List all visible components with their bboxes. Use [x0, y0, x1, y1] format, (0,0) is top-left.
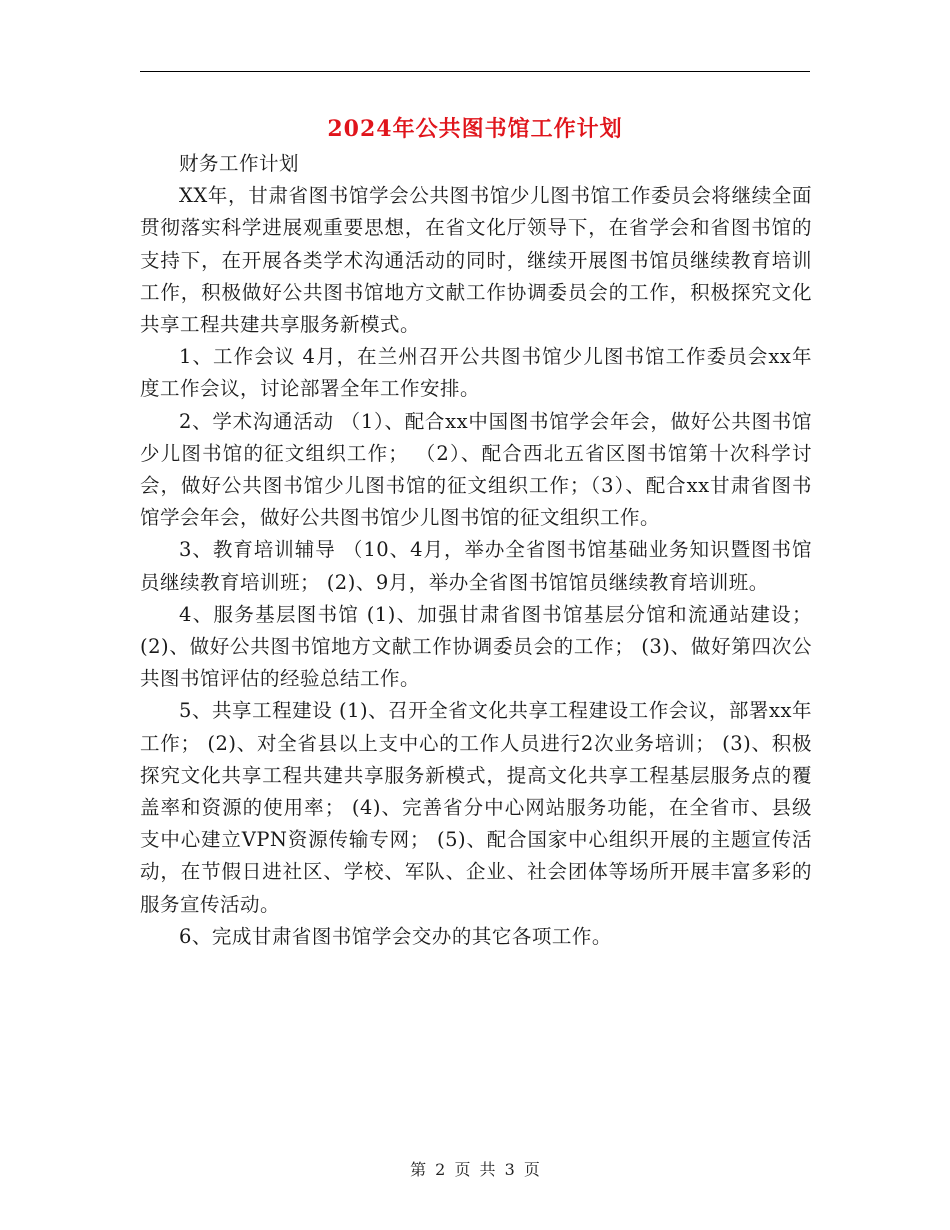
paragraph-item-4: 4、服务基层图书馆 (1)、加强甘肃省图书馆基层分馆和流通站建设； (2)、做好公共图书馆地方文献工作协调委员会的工作； (3)、做好第四次公共图书馆评估的经验总结工作。: [140, 602, 812, 691]
paragraph-item-3: 3、教育培训辅导 （10、4月，举办全省图书馆基础业务知识暨图书馆员继续教育培训班； (2)、9月，举办全省图书馆馆员继续教育培训班。: [140, 538, 812, 594]
paragraph-intro: XX年，甘肃省图书馆学会公共图书馆少儿图书馆工作委员会将继续全面贯彻落实科学进展观重要思想，在省文化厅领导下，在省学会和省图书馆的支持下，在开展各类学术沟通活动的同时，继续开展图书馆员继续教育培训工作，积极做好公共图书馆地方文献工作协调委员会的工作，积极探究文化共享工程共建共享服务新模式。: [140, 184, 812, 337]
header-rule: [140, 71, 810, 72]
paragraph-item-1: 1、工作会议 4月，在兰州召开公共图书馆少儿图书馆工作委员会xx年度工作会议，讨论部署全年工作安排。: [140, 345, 812, 401]
paragraph-item-2: 2、学术沟通活动 （1）、配合xx中国图书馆学会年会，做好公共图书馆少儿图书馆的征文组织工作； （2）、配合西北五省区图书馆第十次科学讨会，做好公共图书馆少儿图书馆的征文组织工作；（3）、配合xx甘肃省图书馆学会年会，做好公共图书馆少儿图书馆的征文组织工作。: [140, 409, 812, 530]
document-body: [140, 148, 812, 953]
document-title: 2024年公共图书馆工作计划: [327, 116, 623, 142]
paragraph-subtitle: 财务工作计划: [179, 152, 300, 175]
paragraph-item-6: 6、完成甘肃省图书馆学会交办的其它各项工作。: [179, 924, 612, 948]
paragraph-item-5: 5、共享工程建设 (1)、召开全省文化共享工程建设工作会议，部署xx年工作； (2)、对全省县以上支中心的工作人员进行2次业务培训； (3)、积极探究文化共享工程共建共享服务新模式，提高文化共享工程基层服务点的覆盖率和资源的使用率； (4)、完善省分中心网站服务功能，在全省市、县级支中心建立VPN资源传输专网； (5)、配合国家中心组织开展的主题宣传活动，在节假日进社区、学校、军队、企业、社会团体等场所开展丰富多彩的服务宣传活动。: [140, 699, 812, 916]
page-number: 第 2 页 共 3 页: [410, 1160, 540, 1179]
